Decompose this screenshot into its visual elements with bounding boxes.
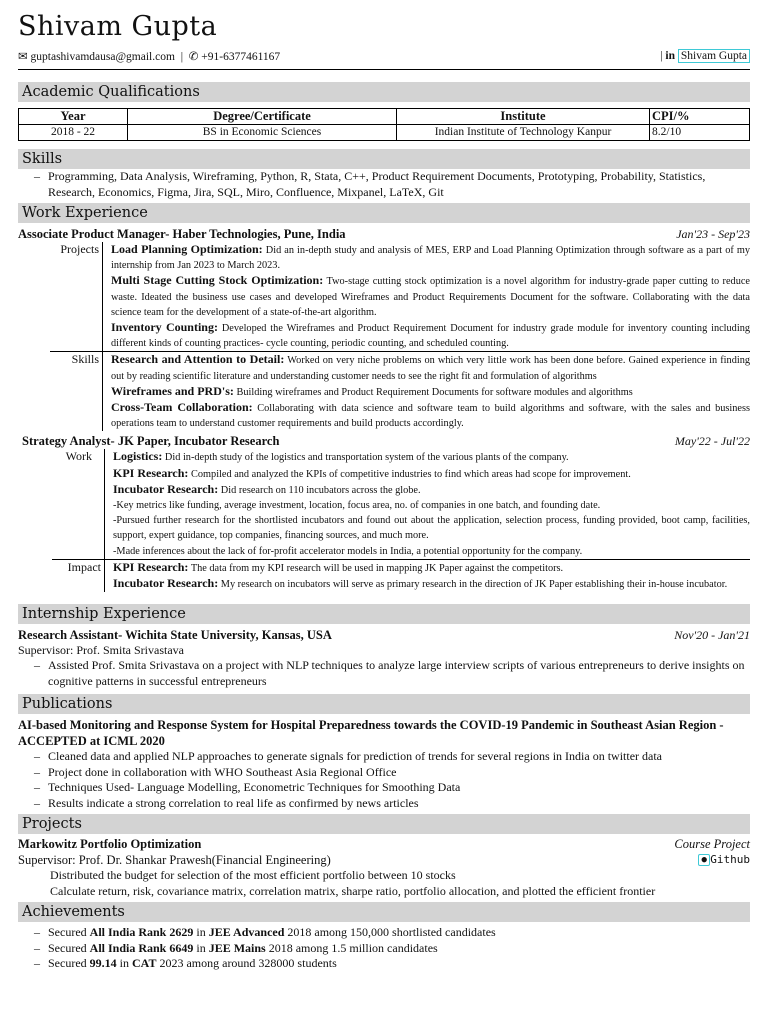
p1-title: Load Planning Optimization: — [111, 242, 263, 256]
a2-mid: in — [193, 940, 209, 955]
job2-work — [18, 449, 750, 558]
w3-text: Did research on 110 incubators across the globe. — [220, 484, 421, 496]
skills-label: Skills — [71, 352, 99, 367]
w1-text: Did in-depth study of the logistics and transportation system of the various plants of the company. — [164, 452, 569, 464]
internship-role: Research Assistant- Wichita State University, Kansas, USA — [18, 628, 332, 643]
a1-mid: in — [193, 925, 209, 940]
list-item: – Results indicate a strong correlation to real life as confirmed by news articles — [34, 795, 419, 810]
linkedin-link[interactable]: Shivam Gupta — [678, 49, 750, 63]
p1-text: Did an in-depth study and analysis of MES, ERP and Load Planning Optimization through software as a part of my internship from Jan 2023 to March 2023. — [111, 245, 751, 272]
list-item: – Secured All India Rank 2629 in JEE Advanced 2018 among 150,000 shortlisted candidates — [34, 925, 496, 940]
col-degree: Degree/Certificate — [128, 109, 397, 125]
col-institute: Institute — [397, 109, 650, 125]
resume-page — [18, 12, 750, 972]
phone-icon: ✆ — [188, 51, 199, 63]
project-name: Markowitz Portfolio Optimization — [18, 837, 202, 852]
a1-exam: JEE Advanced — [208, 925, 285, 940]
w1-title: Logistics: — [113, 449, 163, 464]
p3-title: Inventory Counting: — [111, 320, 218, 335]
s1-title: Research and Attention to Detail: — [111, 352, 285, 367]
resume-name: Shivam Gupta — [18, 11, 218, 42]
cell-year: 2018 - 22 — [19, 125, 128, 141]
github-icon: ● — [698, 854, 710, 866]
skills-item: – Programming, Data Analysis, Wireframing, Python, R, Stata, C++, Product Requirement Documents, Prototyping, Probability, Statistics, Research, Economics, Figma, Jira, SQL, Miro, Confluence, Mixpanel, LaTeX, Git — [34, 169, 706, 199]
p2-text: Two-stage cutting stock optimization is a novel algorithm for industry-grade paper cutting to reduce waste. Ideated the business use cases and developed Wireframes and Product Requirements Document for the software. Collaborating with the data science team for the development of a state-of-the-art algorithm. — [111, 276, 750, 318]
header-divider — [18, 69, 750, 70]
list-item: – Project done in collaboration with WHO Southeast Asia Regional Office — [34, 764, 397, 779]
job1-header — [18, 226, 750, 242]
job2-role: Strategy Analyst- JK Paper, Incubator Research — [22, 434, 280, 449]
w5-text: -Pursued further research for the shortlisted incubators and found out about the application, selection process, funding provided, boot camp, facilities, support, expert guidance, top companies, financing sources, and much more. — [113, 515, 750, 542]
s2-title: Wireframes and PRD's: — [111, 383, 234, 398]
envelope-icon: ✉ — [18, 51, 28, 63]
cell-institute: Indian Institute of Technology Kanpur — [397, 125, 650, 141]
section-projects: Projects — [18, 814, 750, 834]
internship-bullet: – Assisted Prof. Smita Srivastava on a project with NLP techniques to analyze large interview scripts of various entrepreneurs to derive insights on cognitive patterns in successful entrepreneurs — [34, 658, 745, 688]
cell-degree: BS in Economic Sciences — [128, 125, 397, 141]
job2-header — [18, 433, 750, 449]
a2-rank: All India Rank 6649 — [89, 940, 194, 955]
list-item: – Secured All India Rank 6649 in JEE Mains 2018 among 1.5 million candidates — [34, 940, 438, 955]
s2-text: Building wireframes and Product Requirement Documents for software modules and algorithms — [236, 386, 633, 398]
section-skills: Skills — [18, 149, 750, 169]
job1-date: Jan'23 - Sep'23 — [676, 227, 750, 241]
linkedin-icon: in — [665, 50, 675, 62]
projects-label: Projects — [60, 242, 99, 256]
section-work: Work Experience — [18, 203, 750, 223]
list-item: – Techniques Used- Language Modelling, Econometric Techniques for Smoothing Data — [34, 780, 461, 795]
project-supervisor: Supervisor: Prof. Dr. Shankar Prawesh(Financial Engineering) — [18, 853, 331, 868]
internship-bullet-text: Assisted Prof. Smita Srivastava on a project with NLP techniques to analyze large interview scripts of various entrepreneurs to derive insights on cognitive patterns in successful entrepreneurs — [48, 658, 745, 688]
pub-bullet-1: Cleaned data and applied NLP approaches to generate signals for prediction of trends for several regions in India on twitter data — [48, 749, 663, 764]
w3-title: Incubator Research: — [113, 481, 219, 496]
section-achievements: Achievements — [18, 902, 750, 922]
impact-label: Impact — [67, 559, 101, 574]
pub-bullet-2: Project done in collaboration with WHO Southeast Asia Regional Office — [48, 764, 397, 779]
section-internship: Internship Experience — [18, 604, 750, 624]
i1-title: KPI Research: — [113, 559, 189, 574]
col-year: Year — [19, 109, 128, 125]
i2-title: Incubator Research: — [113, 576, 219, 591]
a2-exam: JEE Mains — [208, 940, 266, 955]
s3-text: Collaborating with data science and software team to build algorithms and software, with the sales and business operations team to understand customer requirements and build products accordingly. — [111, 403, 751, 430]
job2-impact — [52, 559, 750, 592]
skills-text: Programming, Data Analysis, Wireframing, Python, R, Stata, C++, Product Requirement Documents, Prototyping, Probability, Statistics, Research, Economics, Figma, Jira, SQL, Miro, Confluence, Mixpanel, LaTeX, Git — [48, 169, 706, 199]
a2-pre: Secured — [48, 940, 90, 955]
w2-text: Compiled and analyzed the KPIs of competitive industries to find which areas had scope for improvement. — [191, 468, 631, 480]
pub-bullet-3: Techniques Used- Language Modelling, Econometric Techniques for Smoothing Data — [48, 780, 461, 795]
a3-post: 2023 among around 328000 students — [156, 956, 337, 971]
a3-exam: CAT — [132, 956, 157, 971]
internship-supervisor: Supervisor: Prof. Smita Srivastava — [18, 643, 184, 658]
job1-skills — [50, 351, 750, 431]
internship-header — [18, 627, 750, 643]
p3-text: Developed the Wireframes and Product Requirement Document for industry grade module for inventory counting including different kinds of counting practices- cycle counting, periodic counting, and scheduled counting. — [111, 323, 750, 350]
col-cpi: CPI/% — [650, 109, 750, 125]
contact-line: ✉ guptashivamdausa@gmail.com | ✆ +91-6377461167 | in Shivam Gupta — [18, 47, 750, 65]
a3-score: 99.14 — [89, 956, 117, 971]
i2-text: My research on incubators will serve as primary research in the direction of JK Paper establishing their in-house incubator. — [220, 579, 728, 591]
a1-post: 2018 among 150,000 shortlisted candidates — [284, 925, 496, 940]
a3-pre: Secured — [48, 956, 90, 971]
cell-cpi: 8.2/10 — [650, 125, 750, 141]
a1-pre: Secured — [48, 925, 90, 940]
academic-table — [18, 108, 750, 141]
a2-post: 2018 among 1.5 million candidates — [265, 940, 438, 955]
work-label: Work — [65, 449, 92, 464]
list-item: – Secured 99.14 in CAT 2023 among around 328000 students — [34, 956, 337, 971]
phone-text: +91-6377461167 — [201, 51, 281, 63]
a3-mid: in — [116, 956, 132, 971]
project-line-1: Distributed the budget for selection of the most efficient portfolio between 10 stocks — [50, 868, 456, 883]
a1-rank: All India Rank 2629 — [89, 925, 194, 940]
section-publications: Publications — [18, 694, 750, 714]
pub-bullet-4: Results indicate a strong correlation to real life as confirmed by news articles — [48, 795, 419, 810]
project-header — [18, 836, 750, 852]
i1-text: The data from my KPI research will be used in mapping JK Paper against the competitors. — [190, 562, 564, 574]
job1-projects — [18, 242, 750, 351]
job2-date: May'22 - Jul'22 — [674, 434, 750, 449]
publication-title: AI-based Monitoring and Response System for Hospital Preparedness towards the COVID-19 Pandemic in Southeast Asian Region - ACCEPTED at ICML 2020 — [18, 718, 724, 749]
w2-title: KPI Research: — [113, 465, 189, 480]
email-link[interactable]: guptashivamdausa@gmail.com — [30, 51, 175, 63]
section-academic: Academic Qualifications — [18, 82, 750, 102]
project-line-2: Calculate return, risk, covariance matrix, correlation matrix, sharpe ratio, portfolio allocation, and plotted the efficient frontier — [50, 883, 656, 898]
github-link[interactable] — [698, 852, 750, 868]
list-item: – Cleaned data and applied NLP approaches to generate signals for prediction of trends for several regions in India on twitter data — [34, 749, 663, 764]
w6-text: -Made inferences about the lack of for-profit accelerator models in India, a potential opportunity for the company. — [113, 545, 583, 557]
table-row — [19, 125, 750, 141]
s1-text: Worked on very niche problems on which very little work has been done before. Gained experience in finding out by reading scientific literature and understanding customer needs to see the right fit and formulation of algorithms — [111, 355, 750, 382]
p2-title: Multi Stage Cutting Stock Optimization: — [111, 273, 324, 288]
project-kind: Course Project — [674, 837, 750, 852]
github-label: Github — [710, 853, 750, 867]
w4-text: -Key metrics like funding, average investment, location, focus area, no. of companies in one batch, and founding date. — [113, 500, 601, 512]
job1-role: Associate Product Manager- Haber Technologies, Pune, India — [18, 227, 346, 241]
project-sub — [18, 852, 750, 868]
internship-date: Nov'20 - Jan'21 — [674, 628, 750, 643]
s3-title: Cross-Team Collaboration: — [111, 400, 253, 415]
